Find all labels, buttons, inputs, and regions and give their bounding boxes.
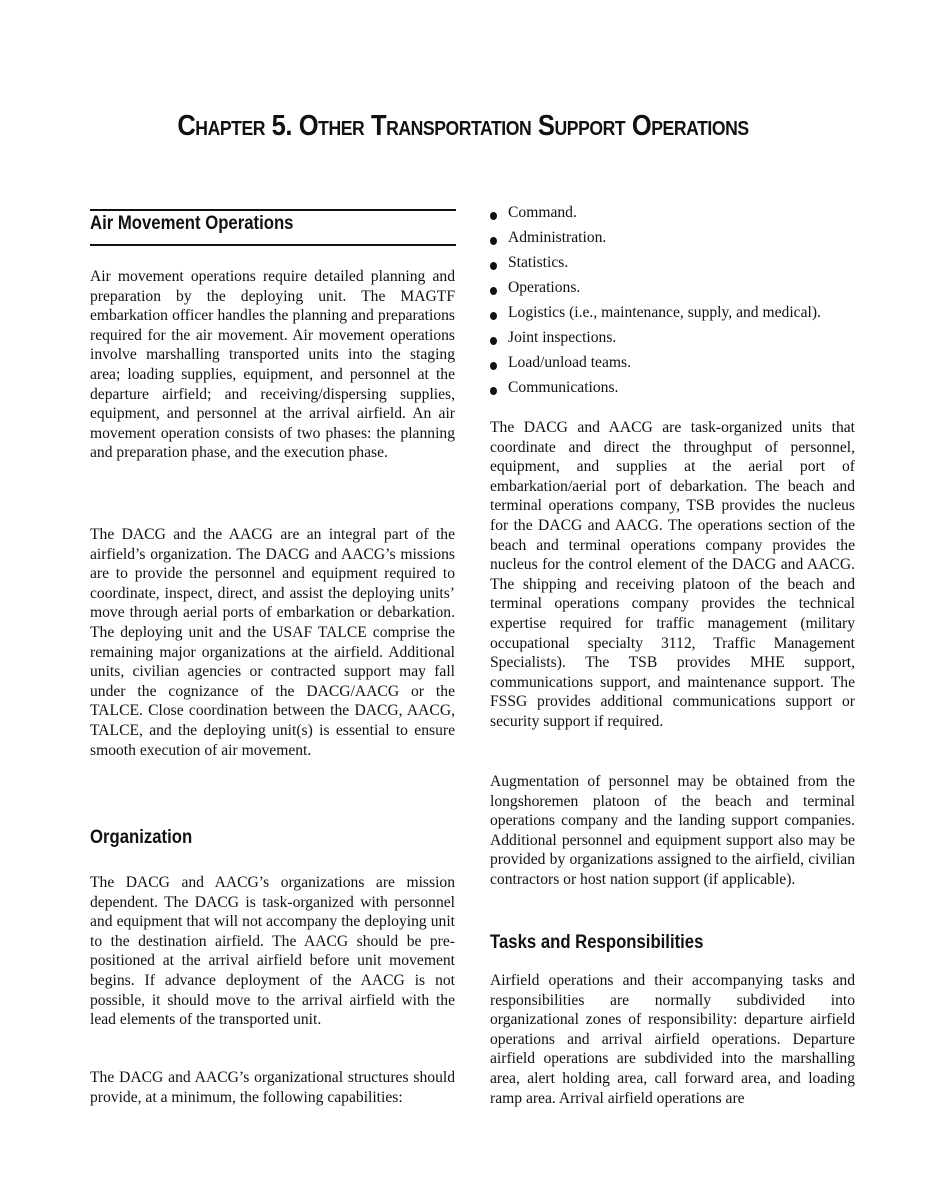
- chapter-title: Chapter 5. Other Transportation Support Operations: [177, 110, 749, 142]
- heading-rule-top: [90, 209, 456, 211]
- list-item: Logistics (i.e., maintenance, supply, and medical).: [490, 303, 821, 328]
- list-item: Communications.: [490, 378, 821, 403]
- list-item: Command.: [490, 203, 821, 228]
- section-heading-air-movement: Air Movement Operations: [90, 213, 294, 234]
- paragraph: The DACG and AACG’s organizations are mission dependent. The DACG is task-organized with personnel and equipment that will not accompany the deploying unit to the destination airfield. The AACG should be pre-positioned at the arrival airfield before unit movement begins. If advance deployment of the AACG is not possible, it should move to the arrival airfield with the lead elements of the transported unit.: [90, 874, 455, 1029]
- paragraph: The DACG and AACG are task-organized units that coordinate and direct the throughput of personnel, equipment, and supplies at the aerial port of embarkation/aerial port of debarkation. The beach and terminal operations company, TSB provides the nucleus for the DACG and AACG. The operations section of the beach and terminal operations company provides the nucleus for the control element of the DACG and AACG. The shipping and receiving platoon of the beach and terminal operations company provides the technical expertise required for traffic management (military occupational specialty 3112, Traffic Management Specialists). The TSB provides MHE support, communications support, and maintenance support. The FSSG provides additional communications support or security support if required.: [490, 419, 855, 730]
- capabilities-list: [490, 203, 821, 403]
- heading-rule-bottom: [90, 244, 456, 246]
- paragraph: The DACG and AACG’s organizational structures should provide, at a minimum, the following capabilities:: [90, 1069, 455, 1106]
- paragraph: The DACG and the AACG are an integral part of the airfield’s organization. The DACG and AACG’s missions are to provide the personnel and equipment required to coordinate, inspect, direct, and assist the deploying units’ move through aerial ports of embarkation or debarkation. The deploying unit and the USAF TALCE comprise the remaining major organizations at the airfield. Additional units, civilian agencies or contracted support may fall under the cognizance of the DACG/AACG or the TALCE. Close coordination between the DACG, AACG, TALCE, and the deploying unit(s) is essential to ensure smooth execution of air movement.: [90, 526, 455, 759]
- section-heading-tasks: Tasks and Responsibilities: [490, 932, 704, 953]
- paragraph: Airfield operations and their accompanying tasks and responsibilities are normally subdivided into organizational zones of responsibility: departure airfield operations and arrival airfield operations. Departure airfield operations are subdivided into the marshalling area, alert holding area, call forward area, and loading ramp area. Arrival airfield operations are: [490, 972, 855, 1107]
- list-item: Statistics.: [490, 253, 821, 278]
- paragraph: Air movement operations require detailed planning and preparation by the deploying unit. The MAGTF embarkation officer handles the planning and preparations required for the air movement. Air movement operations involve marshalling transported units into the staging area; loading supplies, equipment, and personnel at the departure airfield; and receiving/dispersing supplies, equipment, and personnel at the arrival airfield. An air movement operation consists of two phases: the planning and preparation phase, and the execution phase.: [90, 268, 455, 462]
- section-heading-organization: Organization: [90, 827, 193, 848]
- paragraph: Augmentation of personnel may be obtained from the longshoremen platoon of the beach and terminal operations company and the landing support companies. Additional personnel and equipment support also may be provided by organizations assigned to the airfield, civilian contractors or host nation support (if applicable).: [490, 773, 855, 888]
- list-item: Operations.: [490, 278, 821, 303]
- list-item: Load/unload teams.: [490, 353, 821, 378]
- list-item: Administration.: [490, 228, 821, 253]
- list-item: Joint inspections.: [490, 328, 821, 353]
